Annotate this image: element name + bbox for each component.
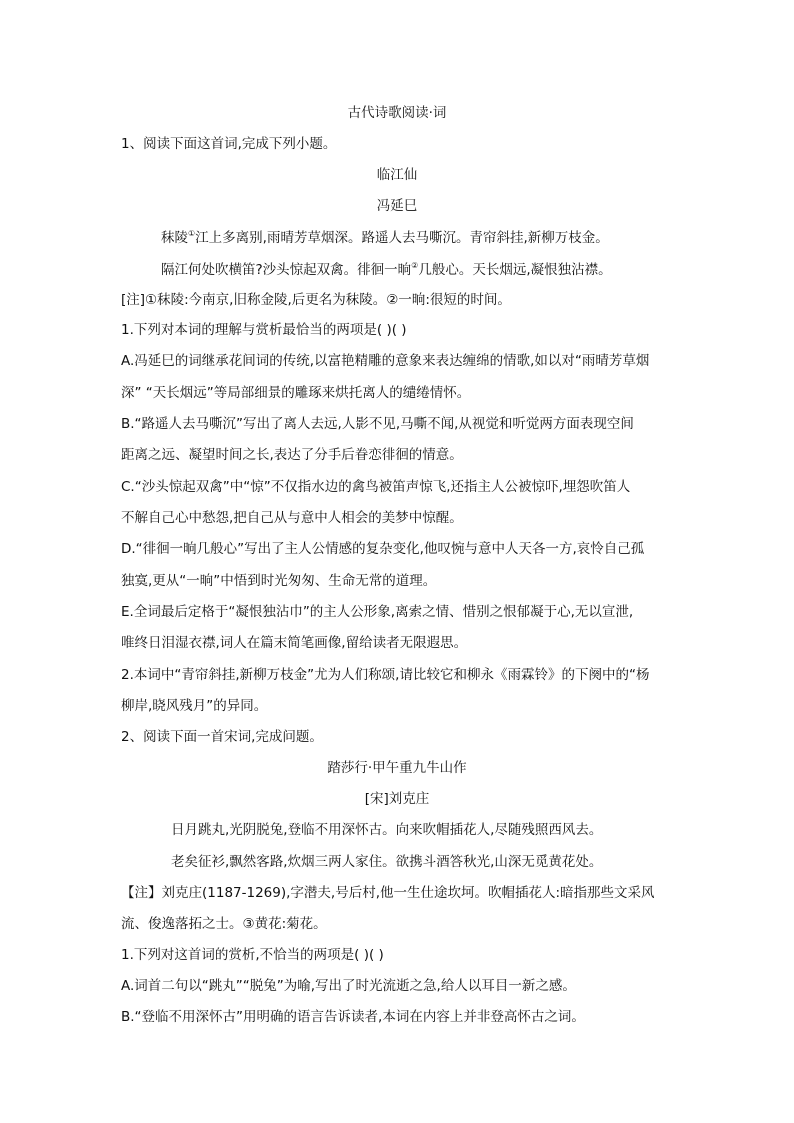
poem-1-line-2: 隔江何处吹横笛?沙头惊起双禽。徘徊一晌②几般心。天长烟远,凝恨独沾襟。 bbox=[161, 261, 612, 278]
poem-2-title: 踏莎行·甲午重九牛山作 bbox=[327, 760, 467, 776]
page-title: 古代诗歌阅读·词 bbox=[347, 105, 447, 121]
question-2-1-stem: 1.下列对这首词的赏析,不恰当的两项是( )( ) bbox=[121, 947, 384, 963]
poem-2-line-2: 老矣征衫,飘然客路,炊烟三两人家住。欲携斗酒答秋光,山深无觅黄花处。 bbox=[171, 854, 603, 870]
poem-2-author: [宋]刘克庄 bbox=[364, 791, 430, 807]
poem-2-line-1: 日月跳丸,光阴脱兔,登临不用深怀古。向来吹帽插花人,尽随残照西风去。 bbox=[171, 822, 603, 838]
option-b-line-1: B.“路遥人去马嘶沉”写出了离人去远,人影不见,马嘶不闻,从视觉和听觉两方面表现空间 bbox=[121, 416, 634, 432]
option-d-line-2: 独寞,更从“一晌”中悟到时光匆匆、生命无常的道理。 bbox=[121, 573, 437, 589]
poem-2-note-line-1: 【注】刘克庄(1187-1269),字潜夫,号后村,他一生仕途坎坷。吹帽插花人:暗指那些文采风 bbox=[121, 885, 655, 901]
option-a-line-1: A.冯延巳的词继承花间词的传统,以富艳精雕的意象来表达缠绵的情歌,如以对“雨晴芳草烟 bbox=[121, 353, 650, 369]
poem-1-author: 冯延巳 bbox=[376, 198, 418, 214]
question-1-2-line-1: 2.本词中“青帘斜挂,新柳万枝金”尤为人们称颂,请比较它和柳永《雨霖铃》的下阕中的“杨 bbox=[121, 667, 650, 683]
option-a-line-2: 深” “天长烟远”等局部细景的雕琢来烘托离人的缱绻情怀。 bbox=[121, 385, 471, 401]
poem-1-title: 临江仙 bbox=[376, 167, 418, 183]
option-c-line-2: 不解自己心中愁怨,把自己从与意中人相会的美梦中惊醒。 bbox=[121, 510, 463, 526]
option-d-line-1: D.“徘徊一晌几般心”写出了主人公情感的复杂变化,他叹惋与意中人天各一方,哀怜自己孤 bbox=[121, 541, 645, 557]
option-c-line-1: C.“沙头惊起双禽”中“惊”不仅指水边的禽鸟被笛声惊飞,还指主人公被惊吓,埋怨吹笛人 bbox=[121, 479, 631, 495]
poem-2-note-line-2: 流、俊逸落拓之士。③黄花:菊花。 bbox=[121, 916, 327, 932]
option-e-line-1: E.全词最后定格于“凝恨独沾巾”的主人公形象,离索之情、惜别之恨郁凝于心,无以宣泄, bbox=[121, 604, 634, 620]
option-e-line-2: 唯终日泪湿衣襟,词人在篇末简笔画像,留给读者无限遐思。 bbox=[121, 635, 468, 651]
poem-1-line-1: 秣陵①江上多离别,雨晴芳草烟深。路遥人去马嘶沉。青帘斜挂,新柳万枝金。 bbox=[161, 229, 609, 246]
question-1-1-stem: 1.下列对本词的理解与赏析最恰当的两项是( )( ) bbox=[121, 322, 407, 338]
poem-1-note: [注]①秣陵:今南京,旧称金陵,后更名为秣陵。②一晌:很短的时间。 bbox=[121, 292, 511, 308]
question-1-intro: 1、阅读下面这首词,完成下列小题。 bbox=[121, 136, 337, 152]
q2-option-b: B.“登临不用深怀古”用明确的语言告诉读者,本词在内容上并非登高怀古之词。 bbox=[121, 1009, 585, 1025]
question-1-2-line-2: 柳岸,晓风残月”的异同。 bbox=[121, 698, 268, 714]
q2-option-a: A.词首二句以“跳丸”“脱兔”为喻,写出了时光流逝之急,给人以耳目一新之感。 bbox=[121, 978, 576, 994]
option-b-line-2: 距离之远、凝望时间之长,表达了分手后眷恋徘徊的情意。 bbox=[121, 447, 463, 463]
question-2-intro: 2、阅读下面一首宋词,完成问题。 bbox=[121, 729, 323, 745]
